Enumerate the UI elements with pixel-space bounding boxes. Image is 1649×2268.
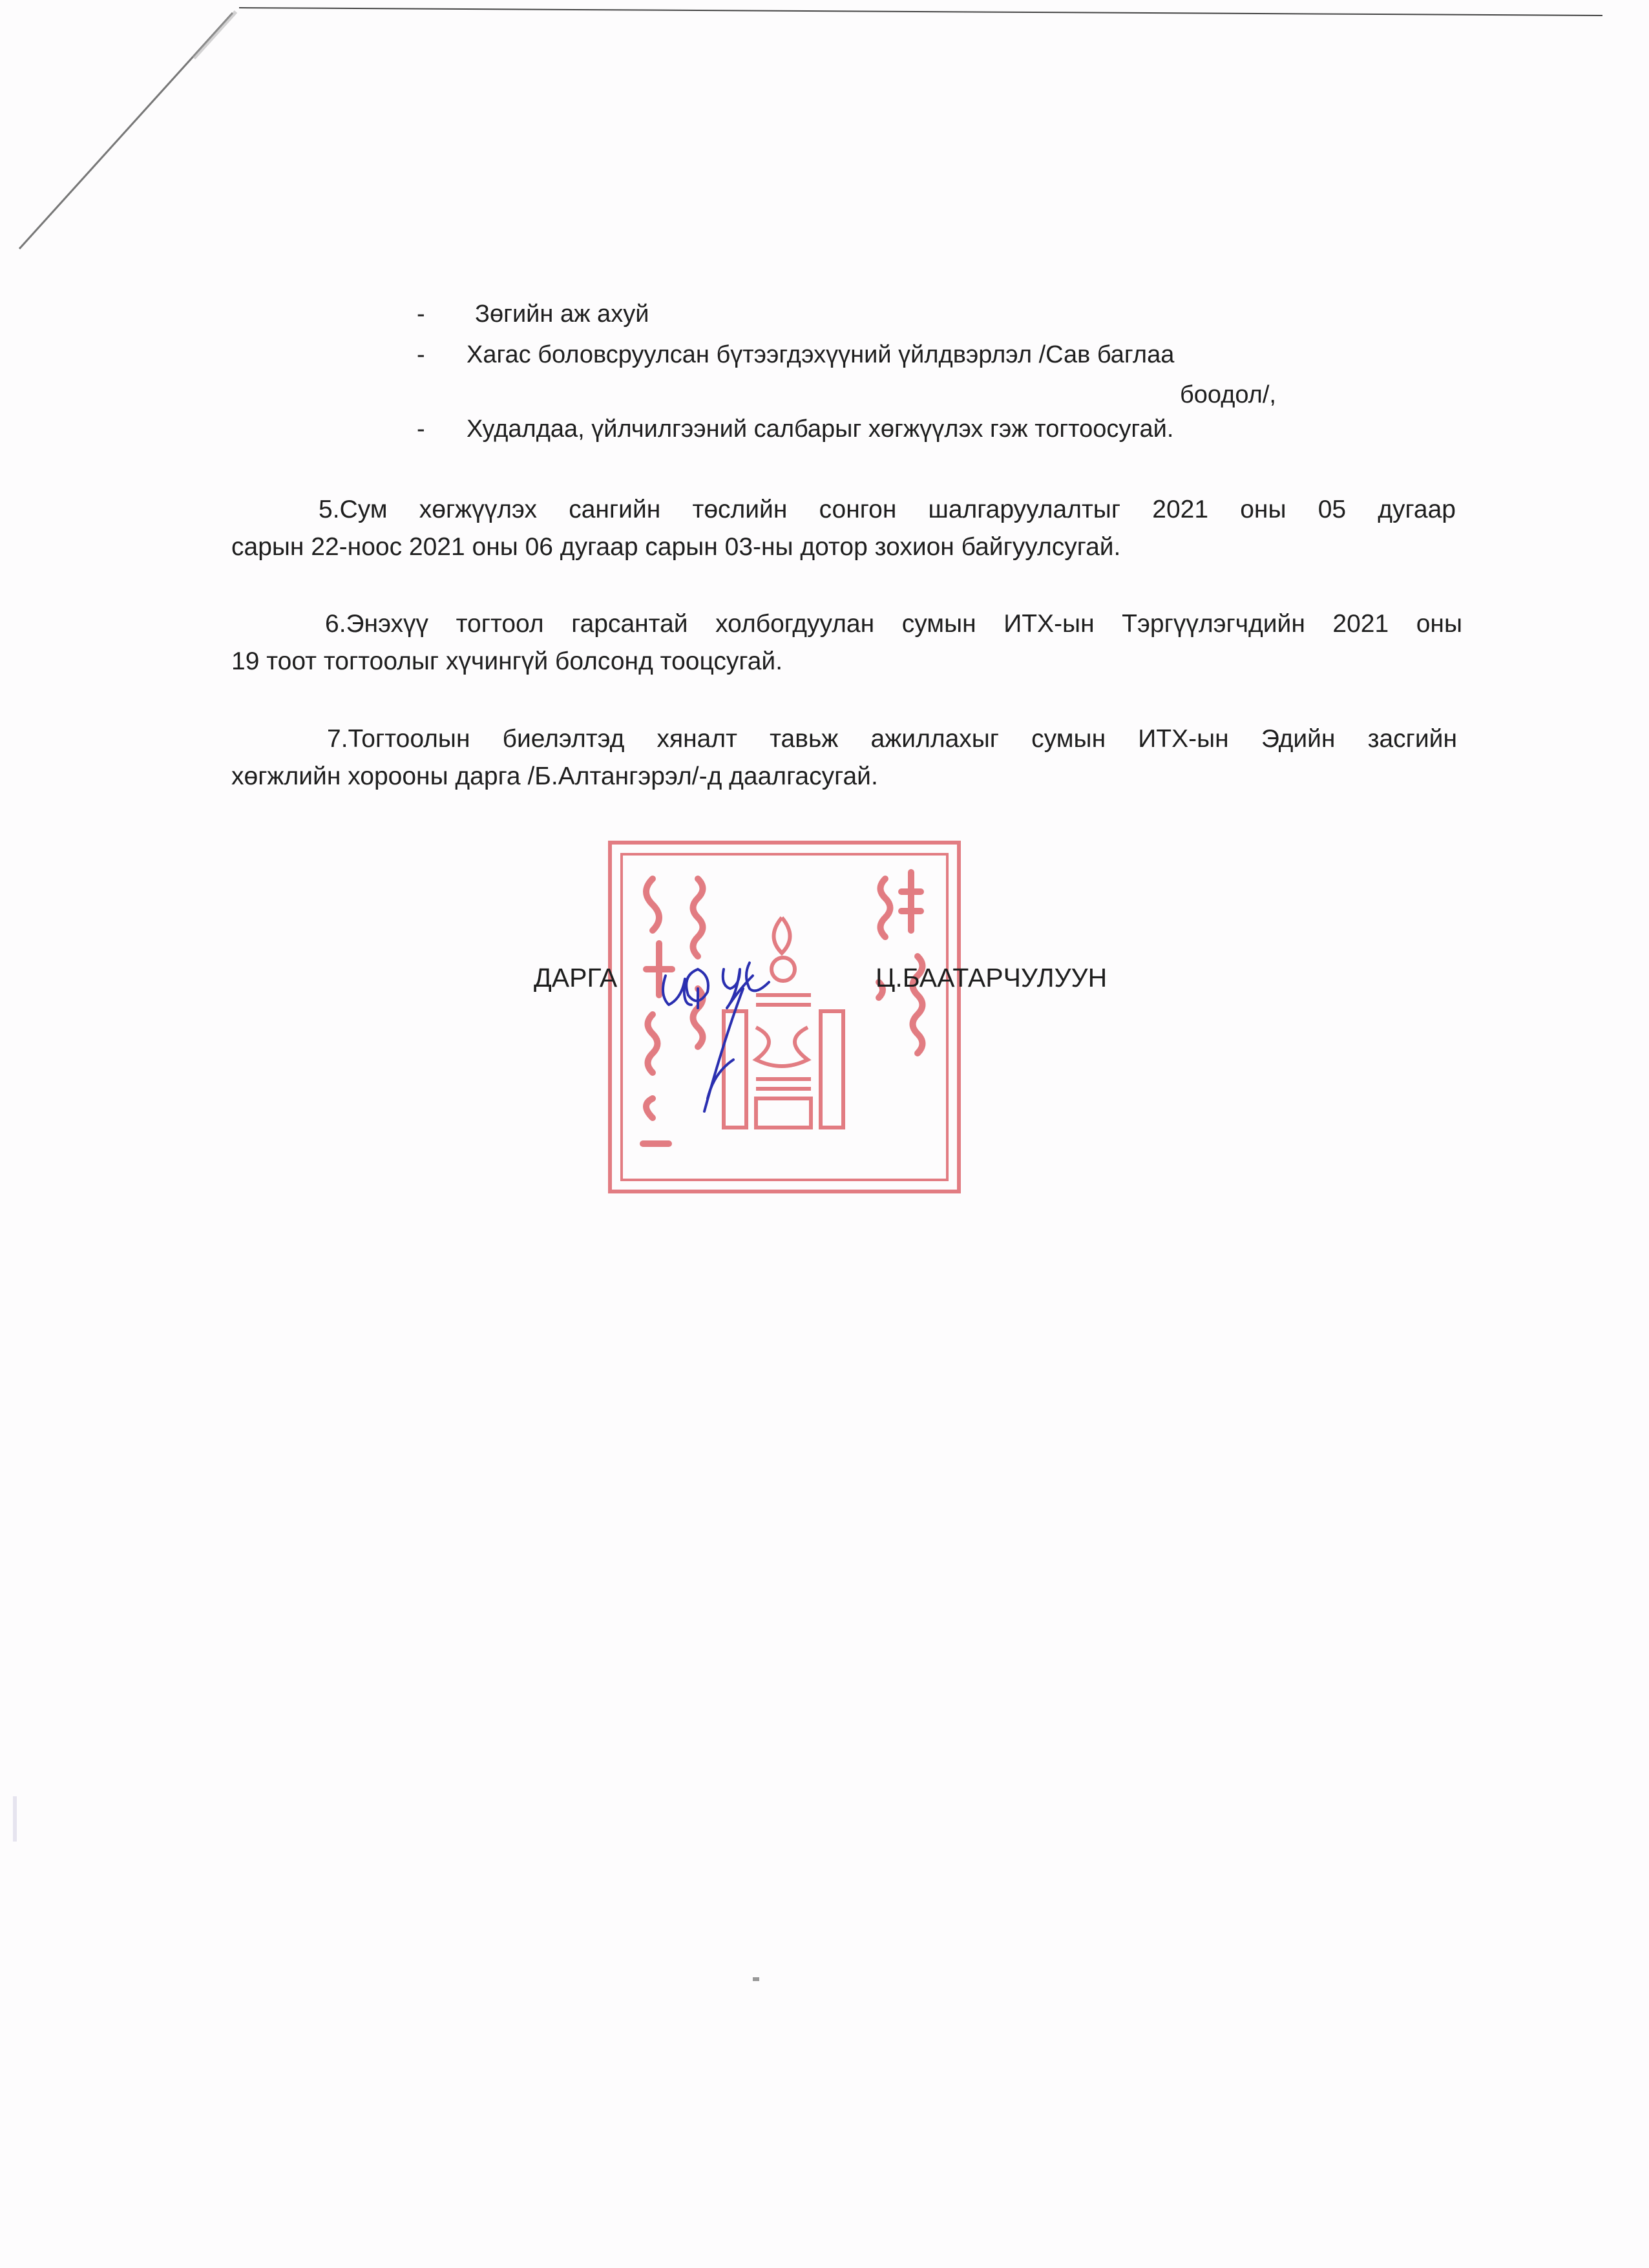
list-item-text: Худалдаа, үйлчилгээний салбарыг хөгжүүлэх гэж тогтоосугай.	[467, 415, 1174, 443]
list-dash: -	[417, 415, 425, 443]
paragraph-line: сарын 22-ноос 2021 оны 06 дугаар сарын 03-ны дотор зохион байгуулсугай.	[231, 533, 1121, 561]
paragraph-6	[231, 605, 1462, 680]
list-dash: -	[417, 341, 425, 368]
list-item-text: Хагас боловсруулсан бүтээгдэхүүний үйлдвэрлэл /Сав баглаа	[467, 341, 1175, 368]
scan-edge-artifact	[0, 0, 1649, 271]
paragraph-7	[231, 720, 1457, 795]
signatory-name: Ц.БААТАРЧУЛУУН	[876, 963, 1108, 992]
list-item-text: Зөгийн аж ахуй	[475, 300, 649, 328]
paragraph-line: 7.Тогтоолын биелэлтэд хяналт тавьж ажиллахыг сумын ИТХ-ын Эдийн засгийн	[327, 725, 1457, 753]
list-dash: -	[417, 300, 425, 328]
handwritten-signature	[653, 950, 801, 1118]
paragraph-line: 6.Энэхүү тогтоол гарсантай холбогдуулан сумын ИТХ-ын Тэргүүлэгчдийн 2021 оны	[325, 610, 1462, 638]
paragraph-line: хөгжлийн хорооны дарга /Б.Алтангэрэл/-д даалгасугай.	[231, 762, 878, 790]
signatory-title: ДАРГА	[534, 963, 618, 992]
paragraph-5	[231, 491, 1456, 566]
paragraph-line: 5.Сум хөгжүүлэх сангийн төслийн сонгон шалгаруулалтыг 2021 оны 05 дугаар	[319, 496, 1456, 523]
paragraph-line: 19 тоот тогтоолыг хүчингүй болсонд тооцсугай.	[231, 647, 783, 675]
scan-specks	[0, 1745, 840, 2003]
list-item-continuation-text: боодол/,	[1180, 381, 1276, 408]
